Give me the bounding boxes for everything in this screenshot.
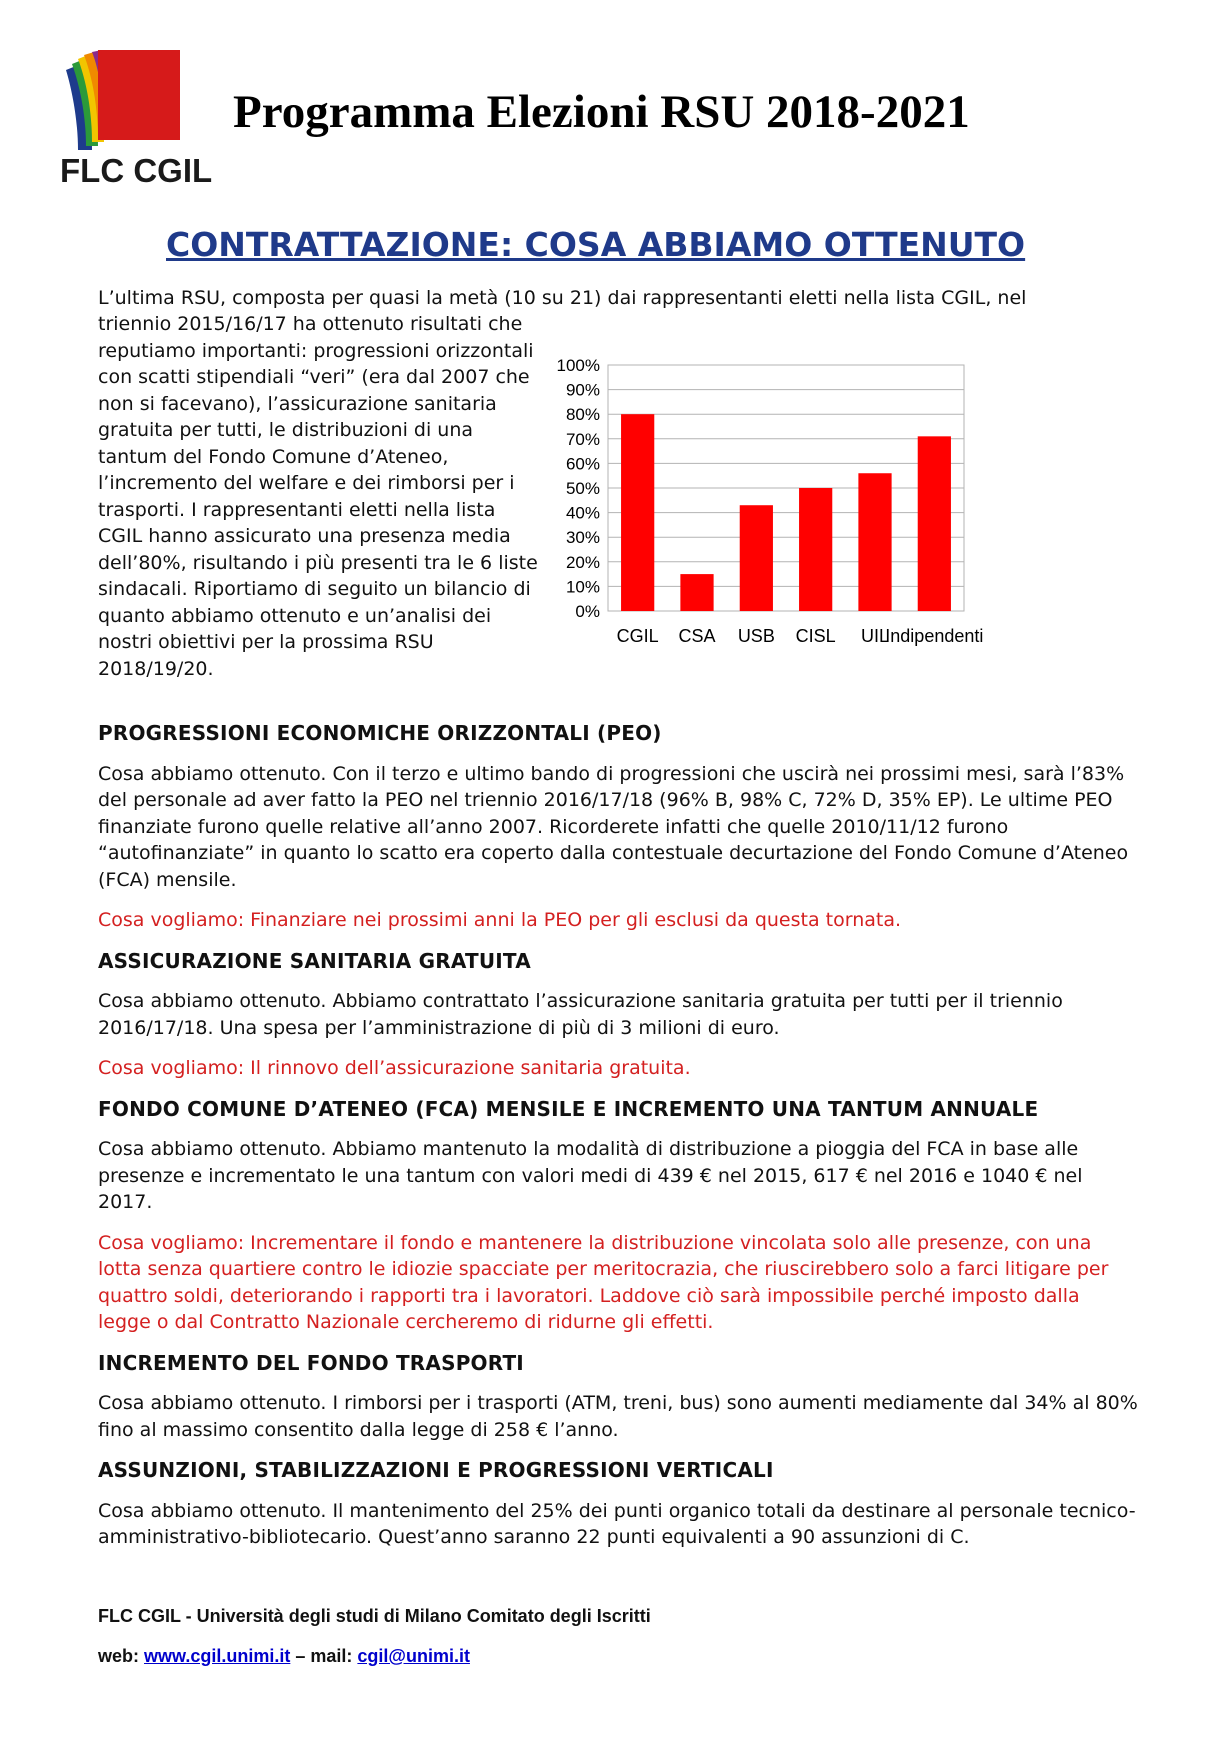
bar-uil xyxy=(858,473,891,611)
y-tick-label: 10% xyxy=(565,577,600,597)
y-tick-label: 0% xyxy=(575,602,600,621)
bar-indipendenti xyxy=(918,436,951,611)
section-obtained-assunzioni: Cosa abbiamo ottenuto. Il mantenimento del 25% dei punti organico totali da destinare al personale tecnico-amministrativo-bibliotecario. Quest’anno saranno 22 punti equivalenti a 90 assunzioni di C. xyxy=(98,1499,1136,1548)
x-tick-label: USB xyxy=(737,626,775,646)
attendance-bar-chart xyxy=(540,346,1100,676)
footer-contacts xyxy=(98,1636,651,1676)
footer-web-label: web: xyxy=(98,1646,145,1666)
y-tick-label: 70% xyxy=(565,429,600,449)
section-obtained-peo: Cosa abbiamo ottenuto. Con il terzo e ultimo bando di progressioni che uscirà nei prossimi mesi, sarà l’83% del personale ad aver fatto la PEO nel triennio 2016/17/18 (96% B, 98% C, 72% D, 35% EP). Le ultime PEO finanziate furono quelle relative all’anno 2007. Ricorderete infatti che quelle 2010/11/12 furono “autofinanziate” in quanto lo scatto era coperto dalla contestuale decurtazione del Fondo Comune d’Ateneo (FCA) mensile. xyxy=(98,762,1129,891)
section-heading-trasporti: INCREMENTO DEL FONDO TRASPORTI xyxy=(98,1350,524,1375)
x-tick-label: CISL xyxy=(795,626,836,646)
document-title: Programma Elezioni RSU 2018-2021 xyxy=(233,86,970,138)
section-title: CONTRATTAZIONE: COSA ABBIAMO OTTENUTO xyxy=(166,225,1026,264)
y-tick-label: 60% xyxy=(565,454,600,474)
y-tick-label: 50% xyxy=(565,479,600,498)
y-tick-label: 90% xyxy=(565,380,600,400)
footer xyxy=(98,1596,651,1676)
y-tick-label: 100% xyxy=(556,356,600,375)
y-tick-label: 30% xyxy=(565,528,600,548)
section-wanted-fca: Cosa vogliamo: Incrementare il fondo e mantenere la distribuzione vincolata solo alle presenze, con una lotta senza quartiere contro le idiozie spacciate per meritocrazia, che riuscirebbero solo a farci litigare per quattro soldi, deteriorando i rapporti tra i lavoratori. Laddove ciò sarà impossibile perché imposto dalla legge o dal Contratto Nazionale cercheremo di ridurne gli effetti. xyxy=(98,1231,1109,1333)
section-obtained-trasporti: Cosa abbiamo ottenuto. I rimborsi per i trasporti (ATM, treni, bus) sono aumenti mediamente dal 34% al 80% fino al massimo consentito dalla legge di 258 € l’anno. xyxy=(98,1392,1138,1441)
bar-csa xyxy=(680,574,713,611)
section-heading-peo: PROGRESSIONI ECONOMICHE ORIZZONTALI (PEO) xyxy=(98,721,662,745)
section-wanted-assicurazione: Cosa vogliamo: Il rinnovo dell’assicurazione sanitaria gratuita. xyxy=(98,1057,691,1079)
section-heading-fca: FONDO COMUNE D’ATENEO (FCA) MENSILE E INCREMENTO UNA TANTUM ANNUALE xyxy=(98,1096,1039,1121)
footer-mail-label: – mail: xyxy=(290,1646,358,1666)
x-tick-label: CGIL xyxy=(616,626,659,646)
y-tick-label: 20% xyxy=(565,552,600,572)
section-heading-assunzioni: ASSUNZIONI, STABILIZZAZIONI E PROGRESSIONI VERTICALI xyxy=(98,1458,774,1482)
bar-cgil xyxy=(621,414,654,611)
main-content xyxy=(98,720,1138,1565)
bar-cisl xyxy=(799,488,832,611)
intro-paragraph: triennio 2015/16/17 ha ottenuto risultati che reputiamo importanti: progressioni orizzontali con scatti stipendiali “veri” (era dal 2007 che non si facevano), l’assicurazione sanitaria gratuita per tutti, le distribuzioni di una tantum del Fondo Comune d’Ateneo, l’incremento del welfare e dei rimborsi per i trasporti. I rappresentanti eletti nella lista CGIL hanno assicurato una presenza media dell’80%, risultando i più presenti tra le 6 liste sindacali. Riportiamo di seguito un bilancio di quanto abbiamo ottenuto e un’analisi dei nostri obiettivi per la prossima RSU 2018/19/20. xyxy=(98,313,538,680)
footer-mail-link[interactable]: cgil@unimi.it xyxy=(357,1646,470,1666)
y-tick-label: 40% xyxy=(565,503,600,523)
section-wanted-peo: Cosa vogliamo: Finanziare nei prossimi anni la PEO per gli esclusi da questa tornata. xyxy=(98,909,902,931)
logo-text: FLC CGIL xyxy=(60,152,213,189)
y-tick-label: 80% xyxy=(565,405,600,425)
section-obtained-fca: Cosa abbiamo ottenuto. Abbiamo mantenuto la modalità di distribuzione a pioggia del FCA in base alle presenze e incrementato le una tantum con valori medi di 439 € nel 2015, 617 € nel 2016 e 1040 € nel 2017. xyxy=(98,1138,1083,1213)
x-tick-label: CSA xyxy=(678,626,716,646)
x-tick-label: UIL xyxy=(860,626,890,646)
footer-web-link[interactable]: www.cgil.unimi.it xyxy=(144,1646,291,1666)
bar-usb xyxy=(740,505,773,611)
section-obtained-assicurazione: Cosa abbiamo ottenuto. Abbiamo contrattato l’assicurazione sanitaria gratuita per tutti per il triennio 2016/17/18. Una spesa per l’amministrazione di più di 3 milioni di euro. xyxy=(98,990,1063,1039)
intro-first-line: L’ultima RSU, composta per quasi la metà (10 su 21) dai rappresentanti eletti nella lista CGIL, nel xyxy=(98,287,1027,309)
footer-organization: FLC CGIL - Università degli studi di Milano Comitato degli Iscritti xyxy=(98,1606,651,1626)
section-heading-assicurazione: ASSICURAZIONE SANITARIA GRATUITA xyxy=(98,948,531,973)
x-tick-label: Indipendenti xyxy=(885,626,984,646)
